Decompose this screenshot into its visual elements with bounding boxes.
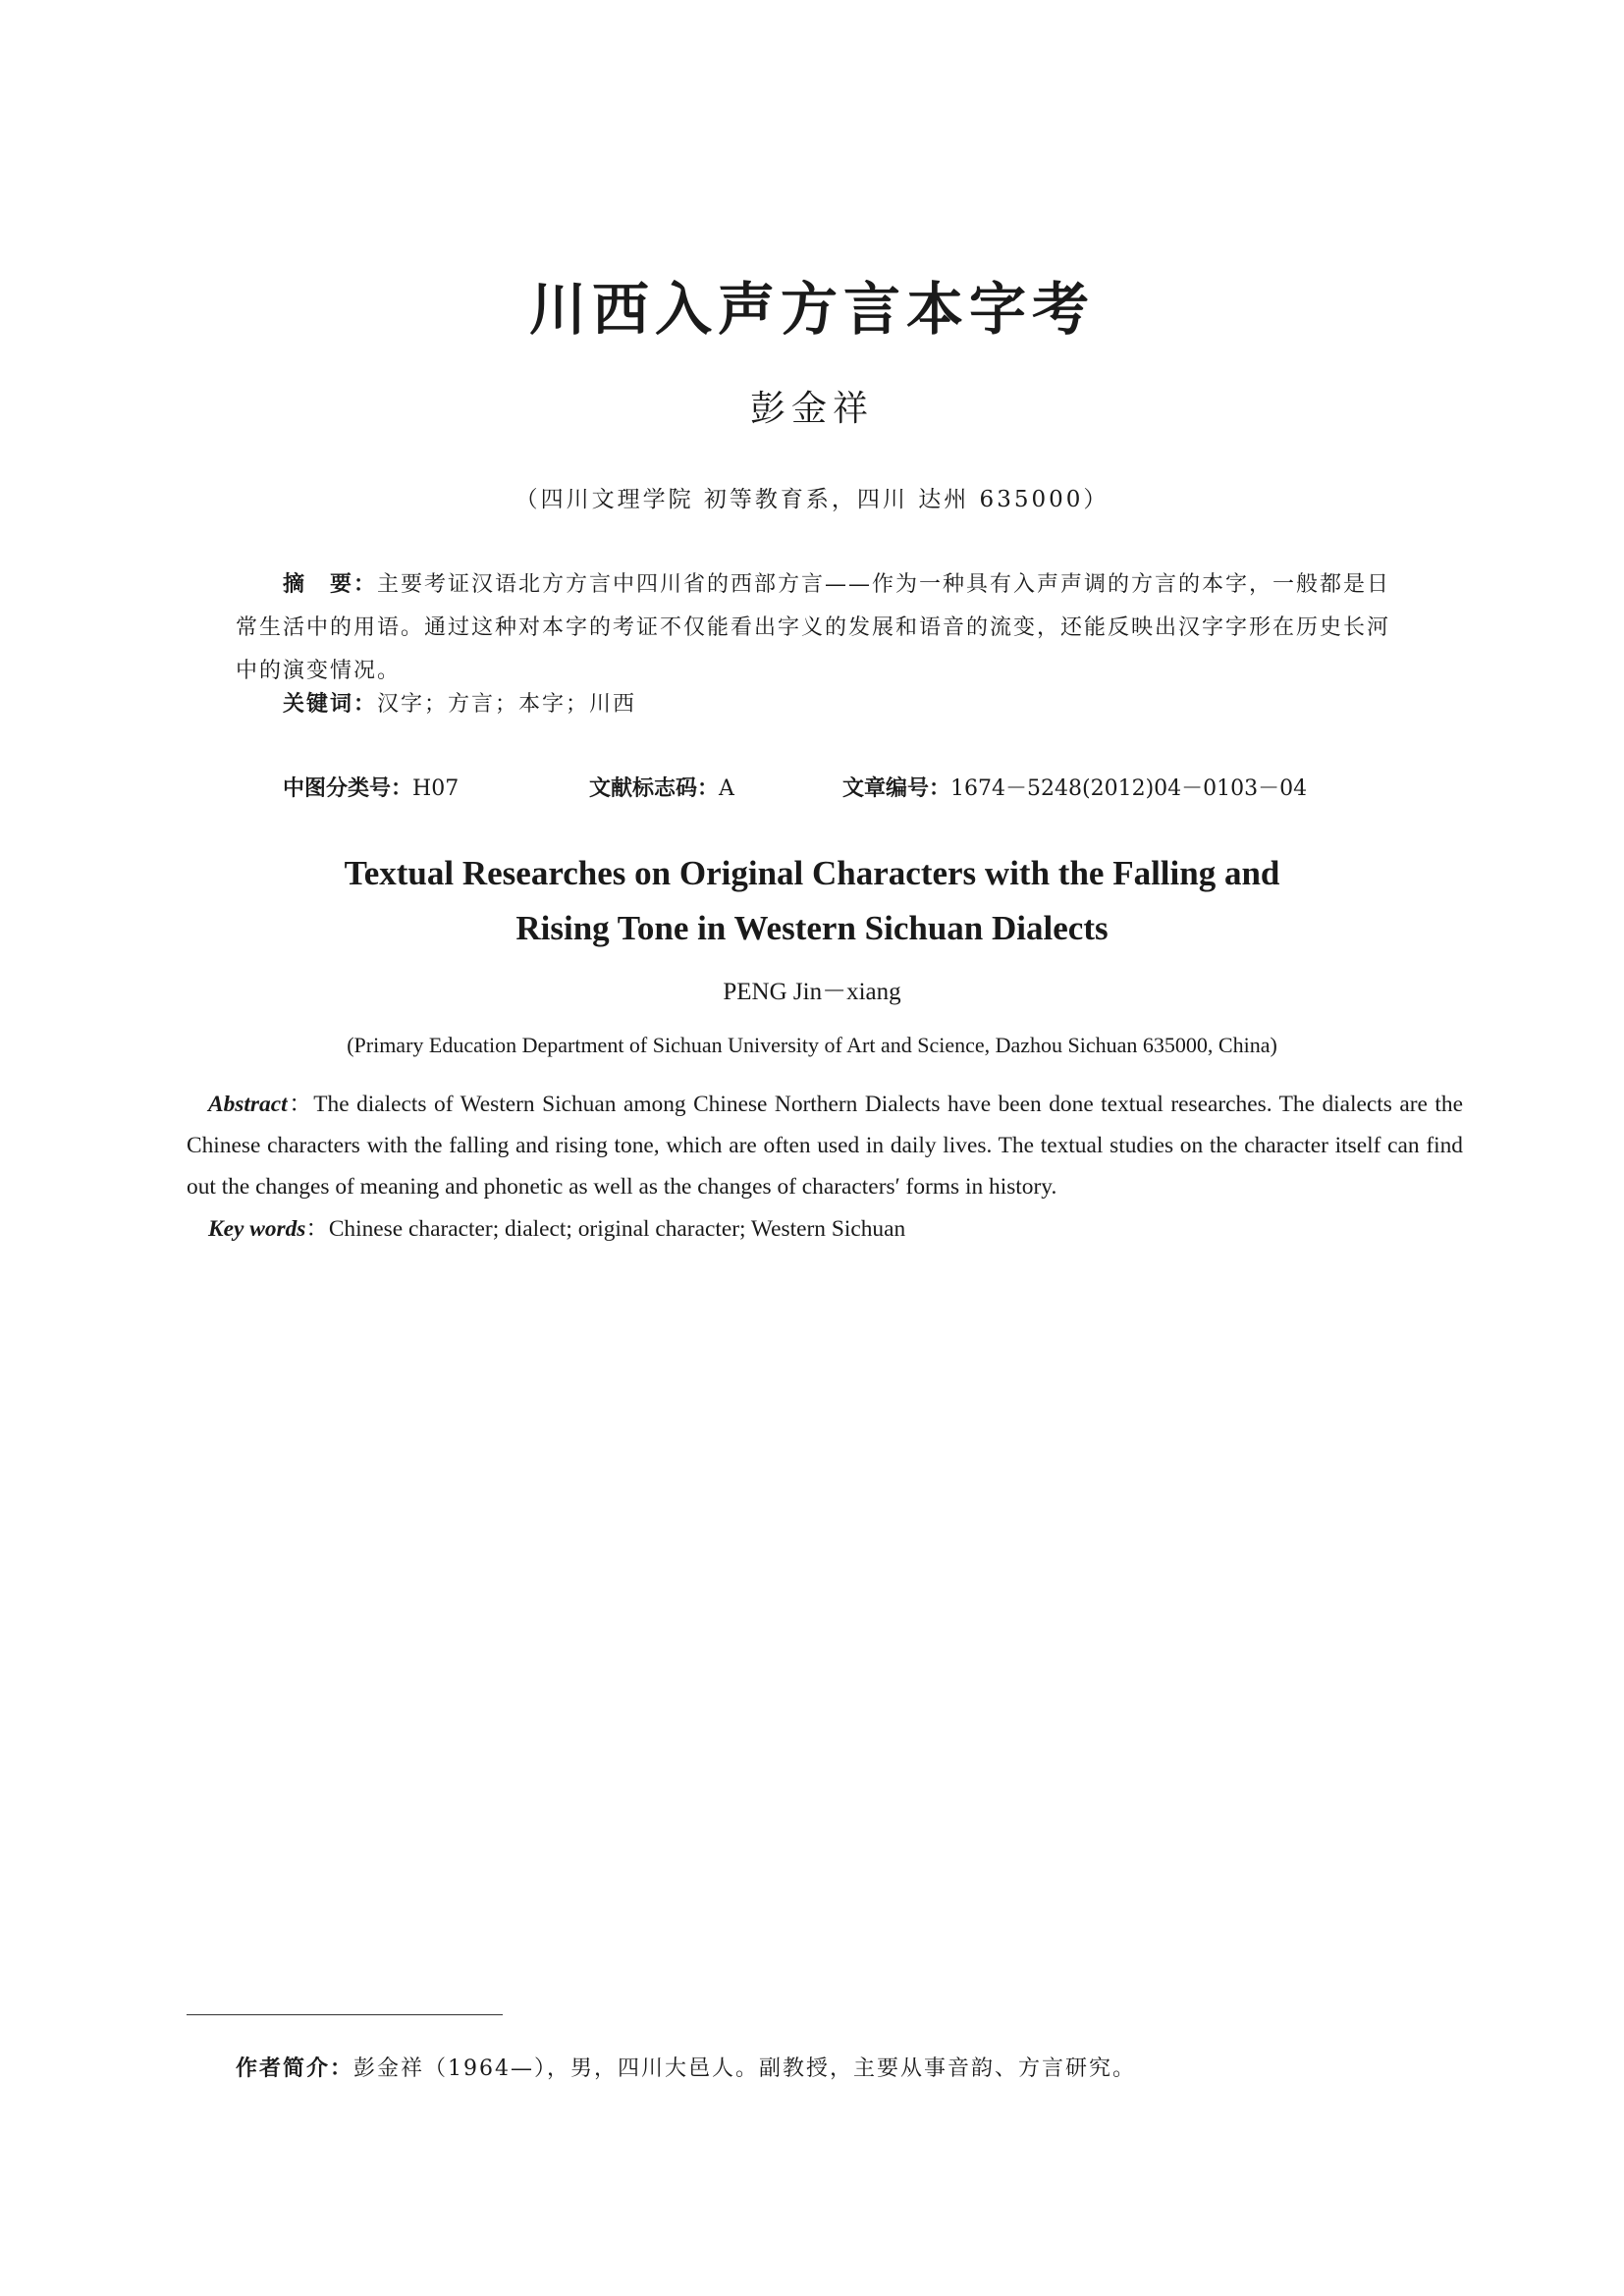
article-number-label: 文章编号：: [842, 776, 951, 801]
author-footnote-text: 彭金祥（1964—），男，四川大邑人。副教授，主要从事音韵、方言研究。: [353, 2056, 1137, 2081]
clc-label: 中图分类号：: [283, 776, 413, 801]
article-number-value: 1674－5248(2012)04－0103－04: [950, 776, 1308, 801]
english-title: [0, 846, 1624, 956]
english-abstract-label: Abstract: [208, 1092, 288, 1117]
english-keywords: [208, 1209, 905, 1243]
english-abstract-text: The dialects of Western Sichuan among Chinese Northern Dialects have been done textual researches. The dialects are the Chinese characters with the falling and rising tone, which are often used in daily lives. The textual studies on the character itself can find out the changes of meaning and phonetic as well as the changes of characters′ forms in history.: [187, 1092, 1463, 1200]
english-keywords-text: Chinese character; dialect; original character; Western Sichuan: [328, 1216, 906, 1242]
footnote-divider: [187, 2014, 503, 2015]
chinese-abstract-label: 摘 要：: [283, 572, 378, 597]
chinese-keywords-text: 汉字；方言；本字；川西: [377, 692, 637, 717]
chinese-affiliation: （四川文理学院 初等教育系，四川 达州 635000）: [514, 487, 1110, 512]
document-code: [589, 772, 734, 802]
classification-row: [283, 772, 1363, 803]
chinese-keywords-label: 关键词：: [283, 692, 378, 717]
chinese-author: 彭金祥: [749, 389, 874, 429]
author-footnote: [236, 2052, 1136, 2082]
chinese-abstract-text: 主要考证汉语北方方言中四川省的西部方言——作为一种具有入声声调的方言的本字，一般都是日常生活中的用语。通过这种对本字的考证不仅能看出字义的发展和语音的流变，还能反映出汉字字形在历史长河中的演变情况。: [236, 572, 1391, 683]
chinese-title: 川西入声方言本字考: [528, 276, 1095, 343]
english-keywords-label: Key words: [208, 1216, 306, 1242]
english-author: PENG Jin－xiang: [723, 979, 901, 1005]
english-abstract: [187, 1084, 1463, 1207]
chinese-keywords: [283, 687, 636, 718]
english-title-line-2: Rising Tone in Western Sichuan Dialects: [515, 909, 1109, 947]
author-footnote-label: 作者简介：: [236, 2056, 354, 2081]
document-code-label: 文献标志码：: [589, 776, 720, 801]
chinese-abstract: [236, 563, 1404, 693]
clc-value: H07: [412, 776, 460, 801]
english-title-line-1: Textual Researches on Original Characters with the Falling and: [344, 854, 1280, 892]
english-abstract-separator: ：: [287, 1092, 314, 1117]
article-number: [842, 772, 1307, 802]
clc-number: [283, 772, 459, 802]
english-affiliation: (Primary Education Department of Sichuan University of Art and Science, Dazhou Sichuan 635000, China): [347, 1033, 1277, 1057]
english-keywords-separator: ：: [305, 1216, 329, 1242]
document-code-value: A: [719, 776, 734, 801]
